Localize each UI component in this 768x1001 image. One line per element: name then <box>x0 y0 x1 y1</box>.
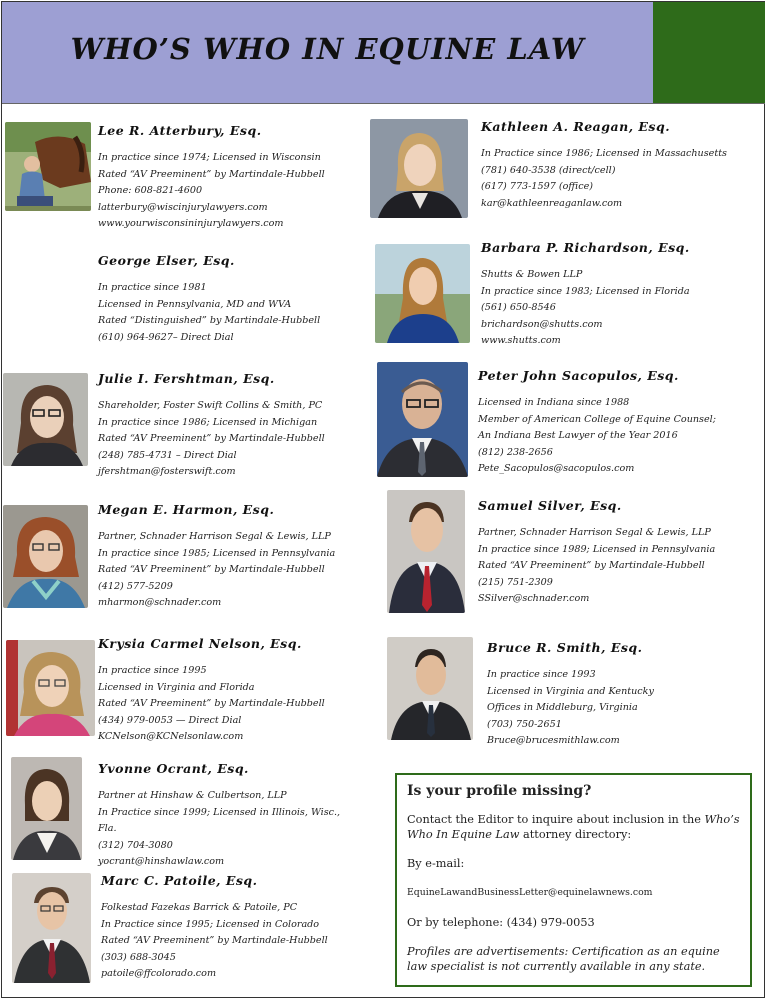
photo-kathleen-reagan <box>370 119 468 218</box>
profile-line: Fla. <box>98 823 117 835</box>
profile-line: Licensed in Virginia and Florida <box>98 681 255 693</box>
profile-email[interactable]: jfershtman@fosterswift.com <box>98 466 236 478</box>
profile-line: In practice since 1981 <box>98 282 207 293</box>
profile-website[interactable]: www.yourwisconsininjurylawyers.com <box>98 218 284 230</box>
attorney-name: Samuel Silver, Esq. <box>478 498 622 513</box>
editor-email[interactable]: EquineLawandBusinessLetter@equinelawnews.com <box>407 887 653 898</box>
profile-phone: (434) 979-0053 — Direct Dial <box>98 714 242 726</box>
profile-marc-patoile <box>101 873 328 983</box>
page-title: WHO’S WHO IN EQUINE LAW <box>70 32 585 66</box>
photo-samuel-silver <box>387 490 465 613</box>
profile-kathleen-reagan <box>481 119 727 212</box>
photo-barbara-richardson <box>375 244 470 343</box>
profile-line: In practice since 1983; Licensed in Florida <box>481 285 690 297</box>
profile-line: In practice since 1993 <box>487 669 596 680</box>
profile-line: In Practice since 1999; Licensed in Illinois, Wisc., <box>98 806 341 818</box>
profile-email[interactable]: Bruce@brucesmithlaw.com <box>487 735 620 747</box>
profile-samuel-silver <box>478 498 715 608</box>
profile-email[interactable]: mharmon@schnader.com <box>98 597 222 609</box>
disclaimer-text: Profiles are advertisements: Certification as an equine law specialist is not currently available in any state. <box>407 945 720 973</box>
attorney-name: Bruce R. Smith, Esq. <box>487 640 643 655</box>
profile-phone: (248) 785-4731 – Direct Dial <box>98 449 237 461</box>
profile-email[interactable]: yocrant@hinshawlaw.com <box>98 856 225 868</box>
profile-bruce-smith <box>487 640 654 750</box>
profile-megan-harmon <box>98 502 335 612</box>
editor-phone: Or by telephone: (434) 979-0053 <box>407 916 595 929</box>
intro-text: Contact the Editor to inquire about inclusion in the <box>407 813 701 826</box>
profile-line: In practice since 1986; Licensed in Michigan <box>98 416 318 428</box>
profile-peter-sacopulos <box>478 368 716 478</box>
profile-line: Member of American College of Equine Counsel; <box>478 413 716 425</box>
profile-line: Offices in Middleburg, Virginia <box>487 702 638 714</box>
header-banner <box>2 2 653 103</box>
intro-tail-text: attorney directory: <box>519 828 632 841</box>
photo-peter-sacopulos <box>377 362 468 477</box>
profile-email[interactable]: latterbury@wiscinjurylawyers.com <box>98 201 268 213</box>
attorney-name: Barbara P. Richardson, Esq. <box>481 240 690 255</box>
profile-line: In practice since 1989; Licensed in Pennsylvania <box>478 543 716 555</box>
photo-krysia-nelson <box>6 640 95 736</box>
profile-email[interactable]: SSilver@schnader.com <box>478 593 590 605</box>
intro-directory-name: Who’s Who In Equine Law <box>407 813 740 841</box>
profile-line: Rated “Distinguished” by Martindale-Hubbell <box>98 315 321 327</box>
profile-phone: (812) 238-2656 <box>478 446 553 458</box>
profile-barbara-richardson <box>481 240 690 350</box>
profile-phone: Phone: 608-821-4600 <box>98 185 203 197</box>
profile-phone: (617) 773-1597 (office) <box>481 181 594 193</box>
profile-line: Shareholder, Foster Swift Collins & Smith, PC <box>98 400 323 411</box>
photo-megan-harmon <box>3 505 88 608</box>
profile-phone: (303) 688-3045 <box>101 951 176 963</box>
profile-line: Rated “AV Preeminent” by Martindale-Hubbell <box>478 560 705 572</box>
profile-line: Licensed in Pennsylvania, MD and WVA <box>98 298 292 310</box>
profile-line: Rated “AV Preeminent” by Martindale-Hubbell <box>98 433 325 445</box>
attorney-name: Peter John Sacopulos, Esq. <box>478 368 679 383</box>
profile-line: Rated “AV Preeminent” by Martindale-Hubbell <box>98 564 325 576</box>
attorney-name: Lee R. Atterbury, Esq. <box>98 123 262 138</box>
profile-phone: (610) 964-9627– Direct Dial <box>98 331 234 343</box>
profile-phone: (703) 750-2651 <box>487 718 562 730</box>
profile-yvonne-ocrant <box>98 761 340 871</box>
profile-line: In practice since 1985; Licensed in Pennsylvania <box>98 547 336 559</box>
profile-email[interactable]: Pete_Sacopulos@sacopulos.com <box>478 463 635 475</box>
profile-line: In Practice since 1986; Licensed in Massachusetts <box>481 148 727 159</box>
profile-phone: (215) 751-2309 <box>478 576 553 588</box>
profile-phone: (312) 704-3080 <box>98 839 173 851</box>
email-label: By e-mail: <box>407 857 465 870</box>
profile-line: In Practice since 1995; Licensed in Colorado <box>101 918 320 930</box>
profile-line: Shutts & Bowen LLP <box>481 269 583 280</box>
profile-email[interactable]: patoile@ffcolorado.com <box>101 968 217 980</box>
attorney-name: Kathleen A. Reagan, Esq. <box>481 119 671 134</box>
profile-krysia-nelson <box>98 636 325 746</box>
attorney-name: Megan E. Harmon, Esq. <box>98 502 275 517</box>
profile-line: Partner, Schnader Harrison Segal & Lewis, LLP <box>98 531 331 542</box>
profile-line: Rated “AV Preeminent” by Martindale-Hubbell <box>98 698 325 710</box>
profile-phone: (561) 650-8546 <box>481 302 556 314</box>
profile-missing-box <box>395 773 752 987</box>
profile-email[interactable]: brichardson@shutts.com <box>481 318 603 330</box>
profile-line: Partner at Hinshaw & Culbertson, LLP <box>98 790 287 801</box>
profile-julie-fershtman <box>98 371 325 481</box>
attorney-name: Julie I. Fershtman, Esq. <box>98 371 275 386</box>
profile-lee-atterbury <box>98 123 325 233</box>
profile-line: In practice since 1995 <box>98 665 207 676</box>
attorney-name: Marc C. Patoile, Esq. <box>101 873 258 888</box>
attorney-name: Krysia Carmel Nelson, Esq. <box>98 636 302 651</box>
profile-line: An Indiana Best Lawyer of the Year 2016 <box>478 430 678 442</box>
profile-email[interactable]: KCNelson@KCNelsonlaw.com <box>98 731 244 743</box>
photo-yvonne-ocrant <box>11 757 82 860</box>
profile-line: Licensed in Indiana since 1988 <box>478 397 630 408</box>
profile-line: Rated “AV Preeminent” by Martindale-Hubbell <box>101 935 328 947</box>
profile-phone: (781) 640-3538 (direct/cell) <box>481 164 616 176</box>
attorney-name: Yvonne Ocrant, Esq. <box>98 761 249 776</box>
header-accent-block <box>653 2 765 103</box>
attorney-name: George Elser, Esq. <box>98 253 235 268</box>
profile-missing-title: Is your profile missing? <box>407 783 592 799</box>
profile-phone: (412) 577-5209 <box>98 580 173 592</box>
profile-website[interactable]: www.shutts.com <box>481 335 561 347</box>
header-divider <box>2 103 765 104</box>
profile-email[interactable]: kar@kathleenreaganlaw.com <box>481 197 623 209</box>
photo-bruce-smith <box>387 637 473 740</box>
profile-missing-intro <box>407 812 740 842</box>
profile-george-elser <box>98 253 320 346</box>
photo-lee-atterbury <box>5 122 91 211</box>
profile-line: Folkestad Fazekas Barrick & Patoile, PC <box>101 902 298 913</box>
profile-line: In practice since 1974; Licensed in Wisconsin <box>98 152 321 163</box>
photo-marc-patoile <box>12 873 91 983</box>
photo-julie-fershtman <box>3 373 88 466</box>
profile-line: Licensed in Virginia and Kentucky <box>487 685 654 697</box>
profile-line: Partner, Schnader Harrison Segal & Lewis, LLP <box>478 527 711 538</box>
profile-line: Rated “AV Preeminent” by Martindale-Hubbell <box>98 168 325 180</box>
